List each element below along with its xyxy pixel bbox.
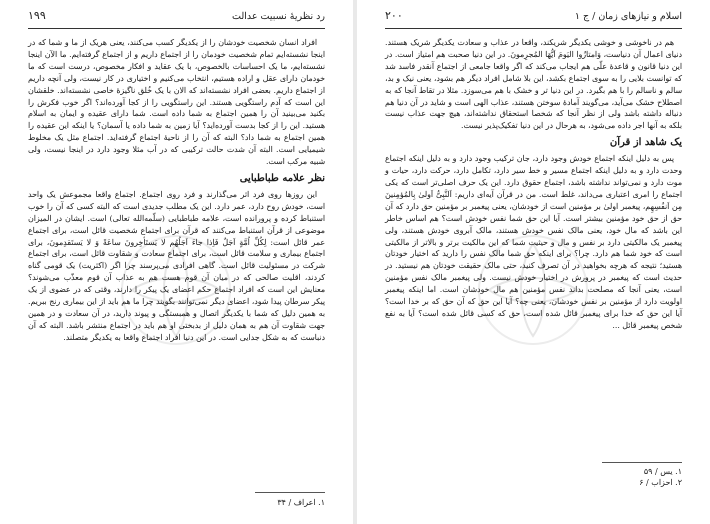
section-heading: یک شاهد از قرآن bbox=[609, 137, 682, 149]
footnotes bbox=[125, 497, 325, 508]
text-body bbox=[28, 37, 325, 485]
footnotes bbox=[482, 466, 682, 488]
text-body bbox=[385, 37, 682, 457]
footnote: ۱. یس / ۵۹ bbox=[643, 467, 682, 476]
header-title: رد نظریهٔ نسبیت عدالت bbox=[232, 11, 325, 22]
header-rule bbox=[385, 28, 682, 29]
page-number: ۱۹۹ bbox=[28, 9, 46, 22]
left-page bbox=[0, 0, 353, 524]
footnote: ۲. احزاب / ۶ bbox=[639, 478, 682, 487]
paragraph: پس به دلیل اینکه اجتماع خودش وجود دارد، جان ترکیب وجود دارد و به دلیل اینکه اجتماع وحدت دارد و به دلیل اینکه اجتماع مسیر و خط سیر دارد، تکامل دارد، حرکت دارد، حیات و موت دارد و نمی‌تواند نداشته باشد، اجتماع حقوق دارد. این یک حرف اصلی‌تر است که یکی اجتماع را امری اعتباری می‌داند، غلط است. من در قرآن آیه‌ای داریم: اَلنَّبِیُّ اَولیٰ بِالمُؤمِنینَ مِن اَنفُسِهِم، پیغمبر اولیٰ بر مؤمنین است از خودشان، یعنی پیغمبر بر مؤمنین حق دارد که آن حق از حق خود مؤمنین بیشتر است. آیا این حق شما نفس خودش است؟ هم اساس خاطر این باشد که مال خود، یعنی مالک نفس خودش هستند، مالک آبروی خودش هستند، ولی پیغمبر یک مالکیتی دارد بر نفس و مال و حیثیت شما که این مالکیت برتر و بالاتر از مالکیتی است که خود شما هم دارد. چرا؟ برای اینکه حق شما مالک نفس را دارید که اختیار خودتان هستید؛ نتیجه که هرچه بخواهید در آن تصرف کنید، حتی مالک حقیقت خودتان هم نیستید. در حدیث است که پیغمبر در پرورش در اختیار خودش نیست. ولی پیغمبر مالک نفس مؤمنین است، یعنی آنجا که مصلحت بداند نفس مؤمنین هم مال خودشان است. اما اینکه پیغمبر اولویت دارد از مؤمنین بر نفس خودشان، یعنی چه؟ آیا این حق که آن حق که بر خدا است؟ آیا این حق که خدا برای پیغمبر قائل شده است، حق که کسی قائل شده است؟ آیا به نفع شخص پیغمبر قائل ... bbox=[385, 154, 682, 330]
paragraph: این روزها روی فرد اثر می‌گذارند و فرد روی اجتماع. اجتماع واقعا مجموعش یک واحد است، خودش روح دارد، عمر دارد. این یک مطلب جدیدی است که البته کسی که آن را خوب استنباط کرده و پرورانده است، علامه طباطبایی (سلّمه‌الله تعالی) است. ایشان در المیزان موضوعی از قرآن استنباط می‌کنند که قرآن برای اجتماع شخصیت قائل است، برای اجتماع عمر قائل است: لِکُلِّ اُمَّةٍ اَجَلٌ فَاِذا جاءَ اَجَلُهُم لا یَستَأخِرونَ ساعَةً وَ لا یَستَقدِمونَ، برای اجتماع بیماری و سلامت قائل است، برای اجتماع سعادت و شقاوت قائل است، برای اجتماع شرکت در مسئولیت قائل است. گاهی افرادی می‌پرسند چرا اگر (اکثریت) یک قومی گناه کردند، اقلیت صالحی که در میان آن قوم هست هم به عذاب آن قوم معذّب می‌شوند؟ معنایش این است که افراد اجتماع حکم اعضای یک پیکر را دارند، وقتی که در عضوی از یک پیکر سرطان پیدا شود، اعضای دیگر نمی‌توانند بگویند چرا ما هم باید از این بیماری رنج ببریم. به همین دلیل که شما با یکدیگر اتصال و همبستگی و پیوند دارید، در آن سعادت و در همین جهت شقاوت آن هم به همان دلیل از بدبختی او هم باید در اجتماع منتشر باشد. البته که آن دنباست که به شکل جدایی است. در این دنیا افراد اجتماع واقعا به یکدیگر متصلند. bbox=[28, 189, 325, 342]
section-heading: نظر علامه طباطبایی bbox=[239, 172, 325, 184]
running-header bbox=[28, 11, 325, 27]
footnote: ۱. اعراف / ۳۴ bbox=[277, 498, 325, 507]
paragraph: هم در ناخوشی و خوشی یکدیگر شریکند، واقعا در عذاب و سعادت یکدیگر شریک هستند. دنیای اعمال آن دنیاست، وَامتازُوا الیَومَ اَیُّهَا المُجرِمونَ. در این دنیا صحبت هم امتیاز است. در این دنیا قانون و قاعدهٔ علّی هم ایجاب می‌کند که اگر واقعا جامعی از اجتماع آنقدر فاسد شد که توانست بلایی را به سوی اجتماع بکشد، این بلا شامل افراد دیگر هم بشود، یعنی نیک و بد، سالم و ناسالم را با هم بگیرد. در این دنیا تر و خشک با هم می‌سوزد. مثلا در تقاط آنجا که به اصطلاح خشک می‌آید، می‌گویند آمادهٔ سوختن هستند، عذاب الهی است و شاید در آن دنیا هم دنباله داشته باشد ولی از نظر آنجا که شخصا استحقاق نداشته‌اند، هیچ جهت عذاب نیست بلکه به آنها اجر داده می‌شود، به هرحال در این دنیا تفکیک‌پذیر نیست. bbox=[385, 38, 682, 131]
header-rule bbox=[28, 28, 325, 29]
running-header bbox=[385, 11, 682, 27]
header-title: اسلام و نیازهای زمان / ج ۱ bbox=[574, 11, 682, 22]
right-page bbox=[357, 0, 710, 524]
page-number: ۲۰۰ bbox=[385, 9, 403, 22]
footnote-rule bbox=[602, 462, 682, 463]
paragraph: افراد انسان شخصیت خودشان را از یکدیگر کسب می‌کنند، یعنی هریک از ما و شما که در اینجا نشسته‌ایم تمام شخصیت خودمان را از اجتماع داریم و از اجتماع گرفته‌ایم. ما الآن اینجا نشسته‌ایم، ما یک احساسات بالخصوص، با یک عقاید و افکار مخصوص، درست است که ما خودمان دارای عقل و اراده هستیم، انتخاب می‌کنیم و اختیاری در کار نیست، ولی آنچه داریم از اجتماع داریم. بعضی افراد نشسته‌اند که الان با یک خُلق ناگیزهٔ خاصی نشسته‌اند. خلقشان این است که آدم راستگویی هستند. این راستگویی را از کجا آورده‌اند؟ اگر خوب فکرش را بکنید می‌بینید آن را همین اجتماع به شما داده است. شما دارای عقیده و ایمان به اسلام هستید. این را از کجا بدست آورده‌اید؟ آیا زمین به شما داده یا آسمان؟ یا اینکه این عقیده را همین اجتماع به شما داد؟ البته که آن را از ناحیهٔ اجتماع گرفته‌اید. اجتماع مثل یک مخلوط شیمیایی است. البته آن شدت حالت ترکیبی که در آب مثلا وجود دارد در اینجا نیست، ولی شبیه مرکب است. bbox=[28, 38, 325, 167]
footnote-rule bbox=[255, 492, 325, 493]
